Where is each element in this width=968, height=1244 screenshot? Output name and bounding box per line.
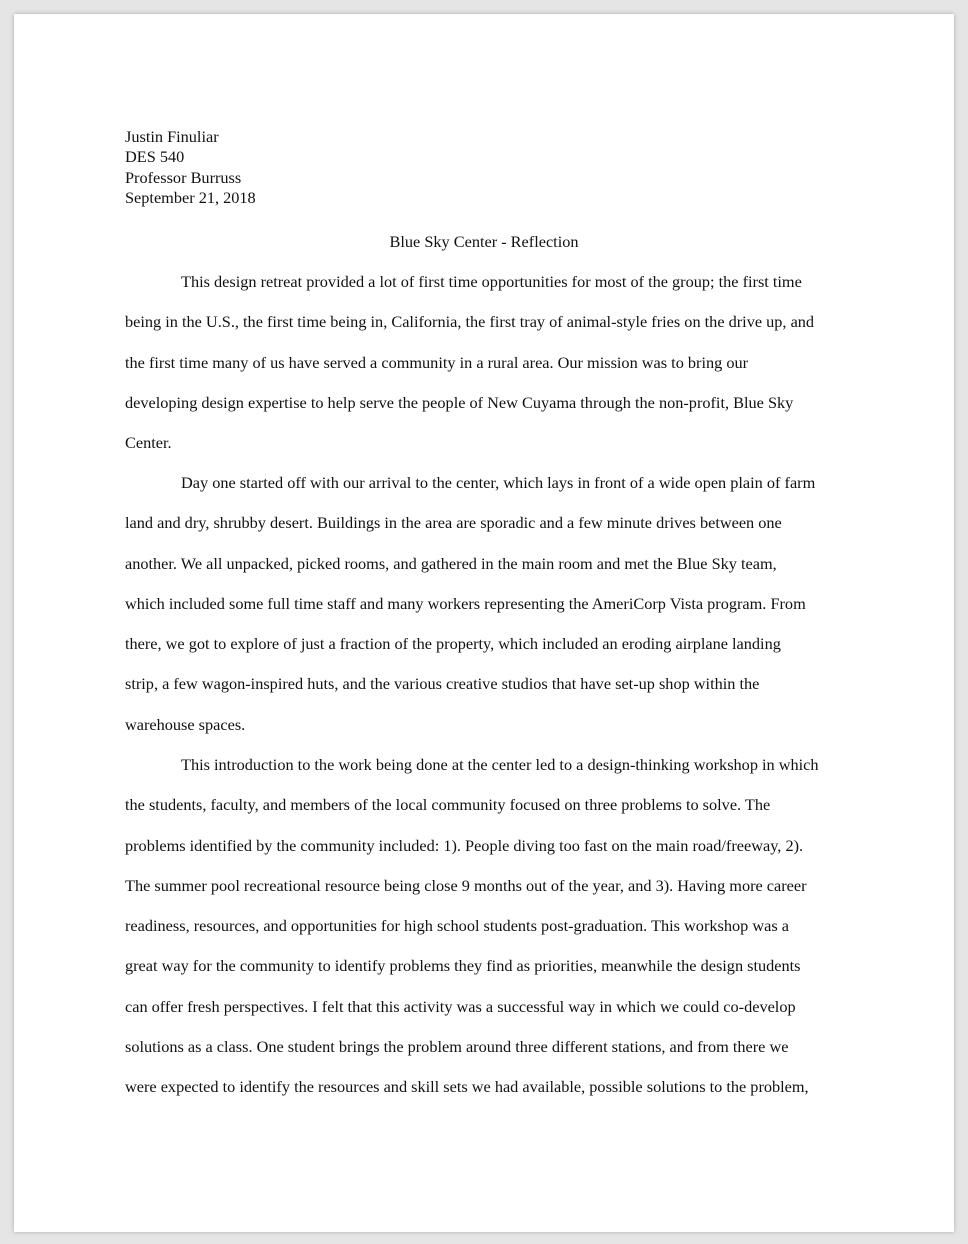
paragraph-line: warehouse spaces.: [125, 714, 246, 734]
paragraph: [125, 463, 855, 745]
paragraph-line: another. We all unpacked, picked rooms, and gathered in the main room and met the Blue Sky team,: [125, 553, 777, 573]
author-name: Justin Finuliar: [125, 127, 219, 146]
paragraph-line: problems identified by the community included: 1). People diving too fast on the main road/freeway, 2).: [125, 835, 804, 855]
paragraph-line: This introduction to the work being done at the center led to a design-thinking workshop in which: [181, 755, 819, 774]
paragraph: [125, 745, 855, 1108]
paragraph-line: Center.: [125, 433, 172, 453]
paragraph-line: the first time many of us have served a community in a rural area. Our mission was to bring our: [125, 352, 749, 372]
paragraph-line: This design retreat provided a lot of first time opportunities for most of the group; the first time: [181, 272, 802, 291]
paragraph-line: were expected to identify the resources and skill sets we had available, possible solutions to the problem,: [125, 1077, 809, 1097]
paragraph-line: The summer pool recreational resource being close 9 months out of the year, and 3). Having more career: [125, 875, 807, 895]
document-page: [14, 14, 954, 1232]
paragraph-line: strip, a few wagon-inspired huts, and the various creative studios that have set-up shop within the: [125, 674, 760, 694]
paragraph: [125, 262, 855, 463]
course-code: DES 540: [125, 147, 185, 167]
professor-name: Professor Burruss: [125, 167, 242, 187]
paragraph-line: land and dry, shrubby desert. Buildings in the area are sporadic and a few minute drives between one: [125, 513, 782, 533]
paragraph-line: Day one started off with our arrival to the center, which lays in front of a wide open plain of farm: [181, 473, 816, 492]
paragraph-line: great way for the community to identify problems they find as priorities, meanwhile the design students: [125, 956, 801, 976]
document-date: September 21, 2018: [125, 187, 256, 207]
paragraph-line: being in the U.S., the first time being in, California, the first tray of animal-style fries on the drive up, and: [125, 312, 815, 332]
paragraph-line: solutions as a class. One student brings the problem around three different stations, and from there we: [125, 1037, 789, 1057]
paragraph-line: readiness, resources, and opportunities for high school students post-graduation. This workshop was a: [125, 916, 789, 936]
paragraph-line: which included some full time staff and many workers representing the AmeriCorp Vista program. From: [125, 593, 806, 613]
paragraph-line: there, we got to explore of just a fraction of the property, which included an eroding airplane landing: [125, 634, 781, 654]
paragraph-line: can offer fresh perspectives. I felt that this activity was a successful way in which we could co-develop: [125, 996, 796, 1016]
paragraph-line: developing design expertise to help serve the people of New Cuyama through the non-profit, Blue Sky: [125, 392, 794, 412]
document-title: Blue Sky Center - Reflection: [389, 232, 579, 251]
paragraph-line: the students, faculty, and members of the local community focused on three problems to solve. The: [125, 795, 771, 815]
heading-block: [125, 127, 256, 208]
